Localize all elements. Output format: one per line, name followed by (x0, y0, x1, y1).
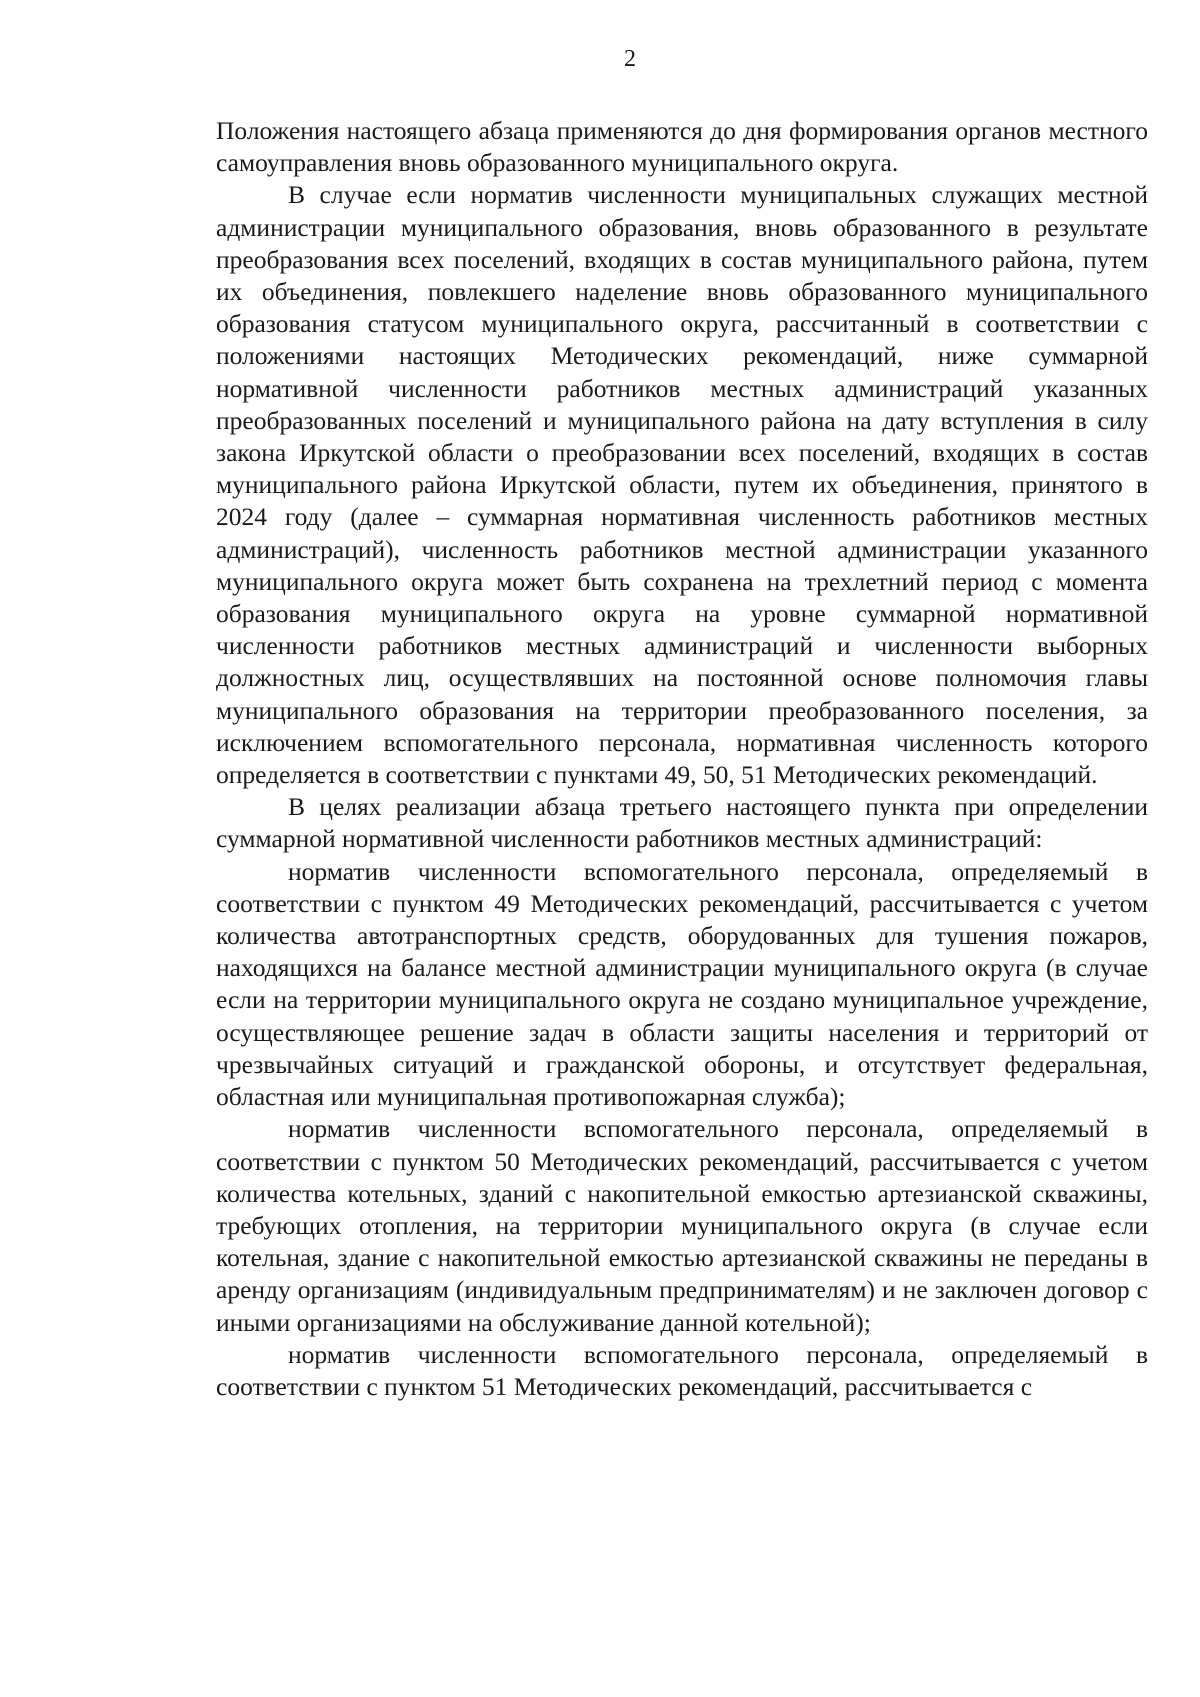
paragraph-5: норматив численности вспомогательного персонала, определяемый в соответствии с пунктом 50 Методических рекомендаций, рассчитывается с учетом количества котельных, зданий с накопительной емкостью артезианской скважины, требующих отопления, на территории муниципального округа (в случае если котельная, здание с накопительной емкостью артезианской скважины не переданы в аренду организациям (индивидуальным предпринимателям) и не заключен договор с иными организациями на обслуживание данной котельной); (216, 1114, 1148, 1337)
paragraph-2: В случае если норматив численности муниципальных служащих местной администрации муниципального образования, вновь образованного в результате преобразования всех поселений, входящих в состав муниципального района, путем их объединения, повлекшего наделение вновь образованного муниципального образования статусом муниципального округа, рассчитанный в соответствии с положениями настоящих Методических рекомендаций, ниже суммарной нормативной численности работников местных администраций указанных преобразованных поселений и муниципального района на дату вступления в силу закона Иркутской области о преобразовании всех поселений, входящих в состав муниципального района Иркутской области, путем их объединения, принятого в 2024 году (далее – суммарная нормативная численность работников местных администраций), численность работников местной администрации указанного муниципального округа может быть сохранена на трехлетний период с момента образования муниципального округа на уровне суммарной нормативной численности работников местных администраций и численности выборных должностных лиц, осуществлявших на постоянной основе полномочия главы муниципального образования на территории преобразованного поселения, за исключением вспомогательного персонала, нормативная численность которого определяется в соответствии с пунктами 49, 50, 51 Методических рекомендаций. (216, 180, 1148, 790)
page-number: 2 (624, 46, 636, 72)
paragraph-6: норматив численности вспомогательного персонала, определяемый в соответствии с пунктом 51 Методических рекомендаций, рассчитывается с (216, 1339, 1148, 1401)
paragraph-3: В целях реализации абзаца третьего настоящего пункта при определении суммарной нормативной численности работников местных администраций: (216, 792, 1148, 854)
document-body (216, 115, 1148, 1403)
paragraph-4: норматив численности вспомогательного персонала, определяемый в соответствии с пунктом 49 Методических рекомендаций, рассчитывается с учетом количества автотранспортных средств, оборудованных для тушения пожаров, находящихся на балансе местной администрации муниципального округа (в случае если на территории муниципального округа не создано муниципальное учреждение, осуществляющее решение задач в области защиты населения и территорий от чрезвычайных ситуаций и гражданской обороны, и отсутствует федеральная, областная или муниципальная противопожарная служба); (216, 856, 1148, 1112)
paragraph-1: Положения настоящего абзаца применяются до дня формирования органов местного самоуправления вновь образованного муниципального округа. (216, 116, 1148, 178)
